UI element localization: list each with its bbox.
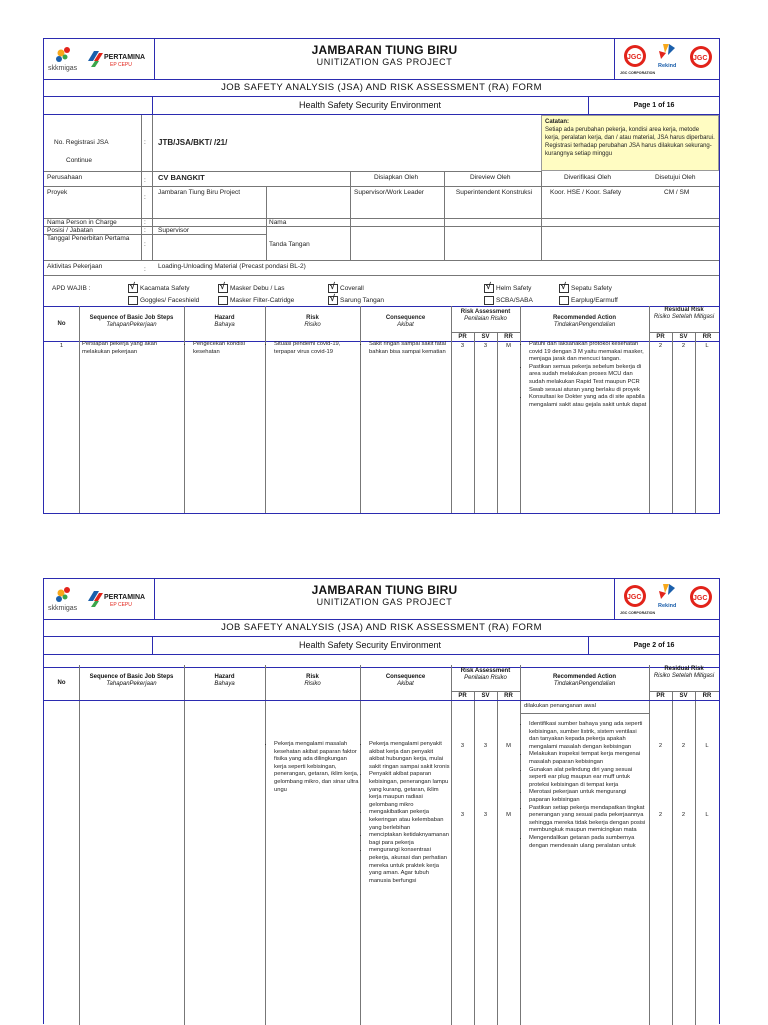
svg-text:skkmigas: skkmigas	[48, 605, 78, 612]
svg-text:PERTAMINA: PERTAMINA	[104, 594, 146, 601]
th-risk: Risk	[306, 315, 319, 321]
jgc-text-1: JGC	[627, 54, 642, 61]
checkbox-masker-debu[interactable]	[218, 284, 228, 293]
apd-sepatu[interactable]: √ Sepatu Safety	[559, 284, 612, 293]
table-row-2: dilakukan penanganan awal • Pekerja mengalami masalah kesehatan akibat paparan faktor fisika yang ada dilingkungan kerja seperti kebisingan, penerangan, getaran, iklim kerja, gelombang mikro, dan sinar ultra ungu • Pekerja mengalami penyakit akibat kerja dan penyakit akibat hubungan kerja, mulai sakit ringan sampai sakit kronis • Penyakit akibat paparan kebisingan, penerangan lampu yang kurang, getaran, iklim kerja maupun radiasi gelombang mikro • mengakibatkan pekerja kekeringan atau kelembaban yang berlebihan • menciptakan ketidaknyamanan bagi para pekerja • mengurangi konsentrasi pekerja, akurasi dan perhatian mereka untuk praktek kerja yang aman. Agar tubuh manusia berfungsi 3 3 M 3 3 M • Identifikasi sumber bahaya yang ada seperti kebisingan, sumber listrik, sistem ventilasi dan tanyakan kepada pekerja apakah mengalami masalah dengan kebisingan • Melakukan inspeksi tempat kerja mengenai masalah paparan kebisingan • Gunakan alat pelindung diri yang sesuai seperti ear plug maupun ear muff untuk proteksi kebisingan di tempat kerja • Merotasi pekerjaan untuk mengurangi paparan kebisingan • Pastikan setiap pekerja mendapatkan tingkat penerangan yang sesuai pada pekerjaannya sehingga mereka tidak bekerja dengan posisi membungkuk maupun memicingkan mata • Mengendalikan getaran pada sumbernya dengan mendesain ulang peralatan untuk 2 2 L 2 2 L	[44, 701, 719, 1025]
apd-masker-filter[interactable]: Masker Filter-Catridge	[218, 296, 294, 305]
no-reg-label: No. Registrasi JSA	[54, 139, 109, 146]
form-title: JOB SAFETY ANALYSIS (JSA) AND RISK ASSESSMENT (RA) FORM	[44, 80, 719, 97]
p2-action-3: • Gunakan alat pelindung diri yang sesuai seperti ear plug maupun ear muff untuk proteksi kebisingan di tempat kerja	[529, 767, 647, 790]
res-pr: 2	[658, 343, 663, 349]
disetujui-label: Disetujui Oleh	[655, 174, 696, 181]
jsa-form-page-2: skkmigas PERTAMINA EP CEPU JAMBARAN TIUNG BIRU UNITIZATION GAS PROJECT JGC JGC CORPORATION Rekind JGC JOB SAFETY ANALYSIS (JSA) AND RISK ASSESSMENT (RA) FORM Health Safety Security Environment Page 2 of 16 No Sequence of Basic Job Steps TahapanPekerjaan Hazard Bahaya Risk Risiko Consequence Akibat Risk Assessment Penilaian Risiko Recommended Action TindakanPengendalian Residual Risk Risiko Setelah Mitigasi PR SV RR PR SV RR dilakukan penanganan awal • Pekerja mengalami masalah kesehatan akibat paparan faktor fisika yang ada dilingkungan kerja seperti kebisingan, penerangan, getaran, iklim kerja, gelombang mikro, dan sinar ultra ungu • Pekerja mengalami penyakit akibat kerja dan penyakit akibat hubungan kerja, mulai sakit ringan sampai sakit kronis • Penyakit akibat paparan kebisingan, penerangan lampu yang kurang, getaran, iklim kerja maupun radiasi gelombang mikro • mengakibatkan pekerja kekeringan atau kelembaban yang berlebihan • menciptakan ketidaknyamanan bagi para pekerja • mengurangi konsentrasi pekerja, akurasi dan perhatian mereka untuk praktek kerja yang aman. Agar tubuh manusia berfungsi 3 3 M 3 3 M • Identifikasi sumber bahaya yang ada seperti kebisingan, sumber listrik, sistem ventilasi dan tanyakan kepada pekerja apakah mengalami masalah dengan kebisingan • Melakukan inspeksi tempat kerja mengenai masalah paparan kebisingan • Gunakan alat pelindung diri yang sesuai seperti ear plug maupun ear muff untuk proteksi kebisingan di tempat kerja • Merotasi pekerjaan untuk mengurangi paparan kebisingan • Pastikan setiap pekerja mendapatkan tingkat penerangan yang sesuai pada pekerjaannya sehingga mereka tidak bekerja dengan posisi membungkuk maupun memicingkan mata • Mengendalikan getaran pada sumbernya dengan mendesain ulang peralatan untuk 2 2 L 2 2 L	[43, 578, 720, 1024]
row-sv: 3	[483, 343, 488, 349]
row-rr: M	[506, 343, 511, 349]
res-rr: L	[705, 343, 709, 349]
perusahaan-value[interactable]: CV BANGKIT	[158, 173, 205, 182]
jgc-rekind-logo	[615, 39, 719, 79]
p2-consequence-2: • Penyakit akibat paparan kebisingan, penerangan lampu yang kurang, getaran, iklim kerja maupun radiasi gelombang mikro	[369, 771, 450, 809]
project-subtitle: UNITIZATION GAS PROJECT	[316, 57, 453, 67]
pertamina-text: PERTAMINA	[104, 54, 146, 61]
th-hazard: Hazard	[214, 315, 235, 321]
checkbox-sarung-tangan[interactable]	[328, 296, 338, 305]
client-logos	[44, 39, 155, 79]
jsa-form-page-1	[43, 38, 720, 514]
catatan-title: Catatan:	[545, 119, 570, 125]
row-step: Persiapan pekerja yang akan melakukan pekerjaan	[82, 341, 158, 355]
jgc-text-2: JGC	[693, 55, 708, 62]
p2-consequence-4: • menciptakan ketidaknyamanan bagi para pekerja	[369, 832, 450, 847]
apd-masker-debu[interactable]: √ Masker Debu / Las	[218, 284, 285, 293]
p2-consequence-1: • Pekerja mengalami penyakit akibat kerja dan penyakit akibat hubungan kerja, mulai sakit ringan sampai sakit kronis	[369, 741, 450, 771]
jgc-rekind-logo-2	[615, 579, 719, 619]
rekind-text: Rekind	[658, 63, 677, 69]
pertamina-sub-text: EP CEPU	[110, 62, 132, 68]
action-3: • Konsultasi ke Dokter yang ada di site apabila mengalami sakit atau gejala sakit untuk dapat	[529, 394, 647, 409]
aktivitas-label: Aktivitas Pekerjaan	[47, 263, 103, 270]
tanda-tangan-label: Tanda Tangan	[269, 241, 310, 248]
project-title: JAMBARAN TIUNG BIRU	[311, 43, 458, 57]
catatan-text: Setiap ada perubahan pekerja, kondisi area kerja, metode kerja, peralatan kerja, dan / atau material, JSA harus diperbarui. Registrasi terhadap perubahan JSA harus dilakukan sekurang-kurangnya setiap minggu	[545, 127, 715, 157]
project-title-block	[154, 43, 615, 67]
page-number: Page 1 of 16	[588, 97, 719, 114]
catatan-note	[541, 115, 719, 171]
row-hazard: • Pengecekan kondisi kesehatan	[193, 341, 264, 356]
skkmigas-pertamina-logo-2	[44, 579, 154, 619]
apd-coverall[interactable]: √ Coverall	[328, 284, 364, 293]
role-cm: CM / SM	[664, 189, 690, 196]
svg-text:EP CEPU: EP CEPU	[110, 602, 132, 608]
p2-risk: • Pekerja mengalami masalah kesehatan akibat paparan faktor fisika yang ada dilingkungan kerja seperti kebisingan, penerangan, getaran, iklim kerja, gelombang mikro, dan sinar ultra ungu	[274, 741, 359, 794]
checkbox-sepatu[interactable]	[559, 284, 569, 293]
jgc-corp-text: JGC CORPORATION	[620, 71, 656, 75]
pic-label: Nama Person in Charge	[47, 219, 117, 226]
table-row	[44, 339, 719, 513]
proyek-value[interactable]: Jambaran Tiung Biru Project	[158, 189, 241, 196]
th-risk-assessment: Risk Assessment	[460, 309, 511, 315]
checkbox-kacamata[interactable]	[128, 284, 138, 293]
diverifikasi-label: Diverifikasi Oleh	[564, 174, 611, 181]
svg-text:JGC: JGC	[693, 595, 708, 602]
svg-text:JGC CORPORATION: JGC CORPORATION	[620, 611, 656, 615]
form-header-2: skkmigas PERTAMINA EP CEPU JAMBARAN TIUNG BIRU UNITIZATION GAS PROJECT JGC JGC CORPORATION Rekind JGC	[44, 579, 719, 620]
th-consequence: Consequence	[385, 315, 426, 321]
continue-label: Continue	[66, 157, 93, 164]
p2-action-1: • Identifikasi sumber bahaya yang ada seperti kebisingan, sumber listrik, sistem ventilasi dan tanyakan kepada pekerja apakah mengalami masalah dengan kebisingan	[529, 721, 647, 751]
skkmigas-pertamina-logo	[44, 39, 154, 79]
aktivitas-value[interactable]: Loading-Unloading Material (Precast pondasi BL-2)	[158, 263, 306, 270]
apd-label: APD WAJIB :	[52, 285, 91, 292]
role-supervisor: Supervisor/Work Leader	[354, 189, 424, 196]
th-recommended: Recommended Action	[552, 315, 617, 321]
p2-consequence-5: • mengurangi konsentrasi pekerja, akurasi dan perhatian mereka untuk praktek kerja yang aman. Agar tubuh manusia berfungsi	[369, 847, 450, 885]
apd-scba[interactable]: SCBA/SABA	[484, 296, 533, 305]
tanggal-label: Tanggal Penerbitan Pertama	[47, 235, 130, 242]
table-header-2: No Sequence of Basic Job Steps TahapanPekerjaan Hazard Bahaya Risk Risiko Consequence Akibat Risk Assessment Penilaian Risiko Recommended Action TindakanPengendalian Residual Risk Risiko Setelah Mitigasi PR SV RR PR SV RR	[44, 665, 719, 701]
p2-action-5: • Pastikan setiap pekerja mendapatkan tingkat penerangan yang sesuai pada pekerjaannya sehingga mereka tidak bekerja dengan posisi membungkuk maupun memicingkan mata	[529, 805, 647, 835]
p2-action-6: • Mengendalikan getaran pada sumbernya dengan mendesain ulang peralatan untuk	[529, 835, 647, 850]
proyek-label: Proyek	[47, 189, 68, 196]
row-no: 1	[59, 343, 64, 349]
svg-text:Rekind: Rekind	[658, 603, 677, 609]
row-risk: • Situasi pendemi covid-19, terpapar virus covid-19	[274, 341, 359, 356]
posisi-value[interactable]: Supervisor	[158, 227, 190, 234]
th-no: No	[57, 321, 66, 327]
continued-text: dilakukan penanganan awal	[524, 703, 596, 709]
disiapkan-label: Disiapkan Oleh	[374, 174, 419, 181]
role-koor: Koor. HSE / Koor. Safety	[550, 189, 622, 196]
nama-label: Nama	[269, 219, 287, 226]
row-consequence: • Sakit ringan sampai sakit fatal bahkan bisa sampai kematian	[369, 341, 450, 356]
checkbox-goggles[interactable]	[128, 296, 138, 305]
p2-consequence-3: • mengakibatkan pekerja kekeringan atau kelembaban yang berlebihan	[369, 809, 450, 832]
role-superintendent: Superintendent Konstruksi	[455, 189, 533, 196]
no-reg-value[interactable]: JTB/JSA/BKT/ /21/	[158, 138, 228, 147]
checkbox-helm[interactable]	[484, 284, 494, 293]
checkbox-coverall[interactable]	[328, 284, 338, 293]
page-number-2: Page 2 of 16	[588, 637, 719, 654]
perusahaan-label: Perusahaan	[47, 174, 83, 181]
checkbox-earplug[interactable]	[559, 296, 569, 305]
th-seq: Sequence of Basic Job Steps	[89, 315, 174, 321]
row-pr: 3	[460, 343, 465, 349]
action-2: • Pastikan semua pekerja sebelum bekerja di area sudah melakukan proses MCU dan sudah melakukan Rapid Test maupun PCR Swab sesuai aturan yang berlaku di proyek	[529, 364, 647, 394]
p2-action-4: • Merotasi pekerjaan untuk mengurangi paparan kebisingan	[529, 789, 647, 804]
res-sv: 2	[681, 343, 686, 349]
contractor-logos	[614, 39, 719, 79]
svg-text:JGC: JGC	[627, 594, 642, 601]
checkbox-scba[interactable]	[484, 296, 494, 305]
p2-action-2: • Melakukan inspeksi tempat kerja mengenai masalah paparan kebisingan	[529, 751, 647, 766]
direview-label: Direview Oleh	[470, 174, 511, 181]
posisi-label: Posisi / Jabatan	[47, 227, 93, 234]
form-header	[44, 39, 719, 80]
apd-sarung-tangan[interactable]: √ Sarung Tangan	[328, 296, 384, 305]
apd-helm[interactable]: √ Helm Safety	[484, 284, 531, 293]
hse-title: Health Safety Security Environment	[298, 100, 442, 110]
jsa-info-section: No. Registrasi JSA Continue : JTB/JSA/BKT/ /21/ Catatan: Setiap ada perubahan pekerja, kondisi area kerja, metode kerja, peralatan kerja, dan / atau material, JSA harus diperbarui. Registrasi terhadap perubahan JSA harus dilakukan sekurang-kurangnya setiap minggu Perusahaan : CV BANGKIT Disiapkan Oleh Direview Oleh Diverifikasi Oleh Disetujui Oleh Proyek : Jambaran Tiung Biru Project Supervisor/Work Leader Superintendent Konstruksi Koor. HSE / Koor. Safety CM / SM Nama Person in Charge : Nama Posisi / Jabatan : Supervisor Tanggal Penerbitan Pertama : Tanda Tangan Aktivitas Pekerjaan : Loading-Unloading Material (Precast pondasi BL-2) APD WAJIB : √ Kacamata Safety √ Masker Debu / Las √ Coverall √ Helm Safety √ Sepatu Safety Goggles/ Faceshield Masker Filter-Catridge √ Sarung Tangan SCBA/SABA Earplug/Earmuff No Sequence of Basic Job Steps TahapanPekerjaan Hazard Bahaya Risk Risiko Consequence Akibat Risk Assessment Penilaian Risiko Recommended Action TindakanPengendalian Residual Risk Risiko Setelah Mitigasi PR SV RR PR SV RR	[44, 115, 719, 342]
skkmigas-text: skkmigas	[48, 65, 78, 72]
apd-kacamata[interactable]: √ Kacamata Safety	[128, 284, 190, 293]
apd-earplug[interactable]: Earplug/Earmuff	[559, 296, 618, 305]
th-residual: Residual Risk	[664, 307, 704, 313]
checkbox-masker-filter[interactable]	[218, 296, 228, 305]
hse-row	[44, 97, 719, 115]
action-1: • Patuhi dan laksanakan protokol kesehatan covid 19 dengan 3 M yaitu memakai masker, menjaga jarak dan mencuci tangan.	[529, 341, 647, 364]
apd-goggles[interactable]: Goggles/ Faceshield	[128, 296, 199, 305]
